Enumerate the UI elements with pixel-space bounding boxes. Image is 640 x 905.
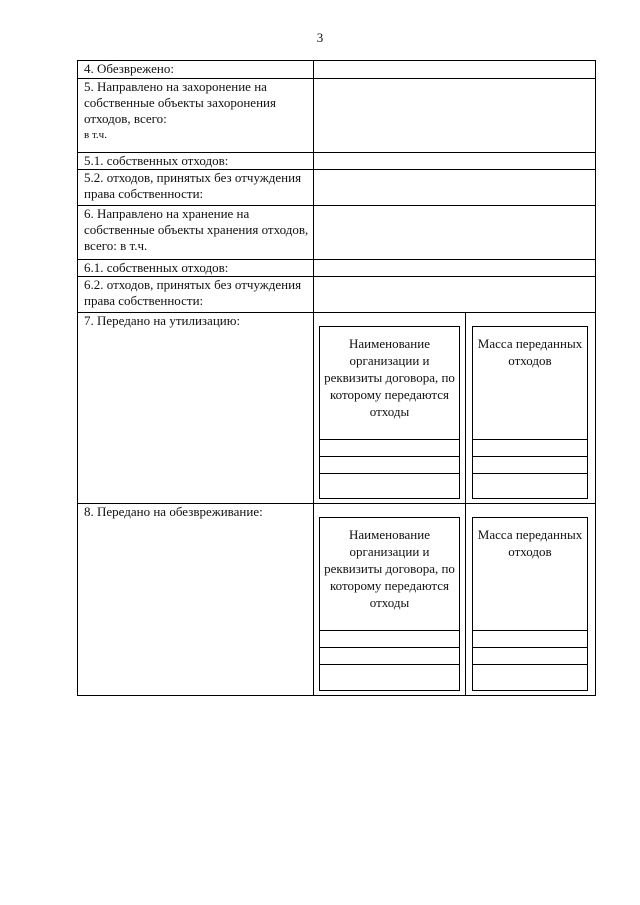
row-label: 6.2. отходов, принятых без отчуждения права собственности: [78, 277, 314, 313]
mass-entry-line[interactable] [473, 665, 587, 681]
row-4 [78, 61, 596, 79]
row-label-sub: в т.ч. [84, 129, 107, 141]
org-entry-line[interactable] [320, 457, 459, 474]
subtable-divider [465, 504, 466, 695]
value-cell[interactable] [314, 170, 596, 206]
row-5-2 [78, 170, 596, 206]
value-cell[interactable] [314, 260, 596, 277]
mass-column-header: Масса переданных отходов [473, 518, 587, 631]
mass-entry-line[interactable] [473, 474, 587, 490]
org-column-header: Наименование организации и реквизиты договора, по которому передаются отходы [320, 327, 459, 440]
waste-report-table [77, 60, 596, 696]
row-8 [78, 504, 596, 696]
page-number: 3 [316, 30, 324, 45]
org-column [319, 517, 460, 691]
org-entry-line[interactable] [320, 648, 459, 665]
subtable-divider [465, 313, 466, 503]
mass-entry-line[interactable] [473, 648, 587, 665]
value-cell[interactable] [314, 153, 596, 170]
row-5 [78, 79, 596, 153]
mass-entry-line[interactable] [473, 457, 587, 474]
row-label: 6. Направлено на хранение на собственные объекты хранения отходов, всего: в т.ч. [78, 206, 314, 260]
org-column-header: Наименование организации и реквизиты договора, по которому передаются отходы [320, 518, 459, 631]
mass-column [472, 517, 588, 691]
mass-column [472, 326, 588, 499]
value-cell[interactable] [314, 61, 596, 79]
row-label: 7. Передано на утилизацию: [78, 313, 314, 504]
value-cell[interactable] [314, 277, 596, 313]
mass-entry-line[interactable] [473, 440, 587, 457]
org-entry-line[interactable] [320, 631, 459, 648]
value-cell[interactable] [314, 79, 596, 153]
mass-column-header: Масса переданных отходов [473, 327, 587, 440]
mass-entry-line[interactable] [473, 631, 587, 648]
row-label: 6.1. собственных отходов: [78, 260, 314, 277]
row-label: 4. Обезврежено: [78, 61, 314, 79]
transfer-subtable-cell [314, 313, 596, 504]
org-entry-line[interactable] [320, 474, 459, 490]
row-5-1 [78, 153, 596, 170]
row-6-1 [78, 260, 596, 277]
row-label: 8. Передано на обезвреживание: [78, 504, 314, 696]
row-7 [78, 313, 596, 504]
row-label-main: 5. Направлено на захоронение на собственные объекты захоронения отходов, всего: [84, 79, 276, 126]
row-6-2 [78, 277, 596, 313]
value-cell[interactable] [314, 206, 596, 260]
org-column [319, 326, 460, 499]
org-entry-line[interactable] [320, 665, 459, 681]
transfer-subtable-cell [314, 504, 596, 696]
row-label: 5.1. собственных отходов: [78, 153, 314, 170]
row-6 [78, 206, 596, 260]
row-label [78, 79, 314, 153]
row-label: 5.2. отходов, принятых без отчуждения права собственности: [78, 170, 314, 206]
org-entry-line[interactable] [320, 440, 459, 457]
